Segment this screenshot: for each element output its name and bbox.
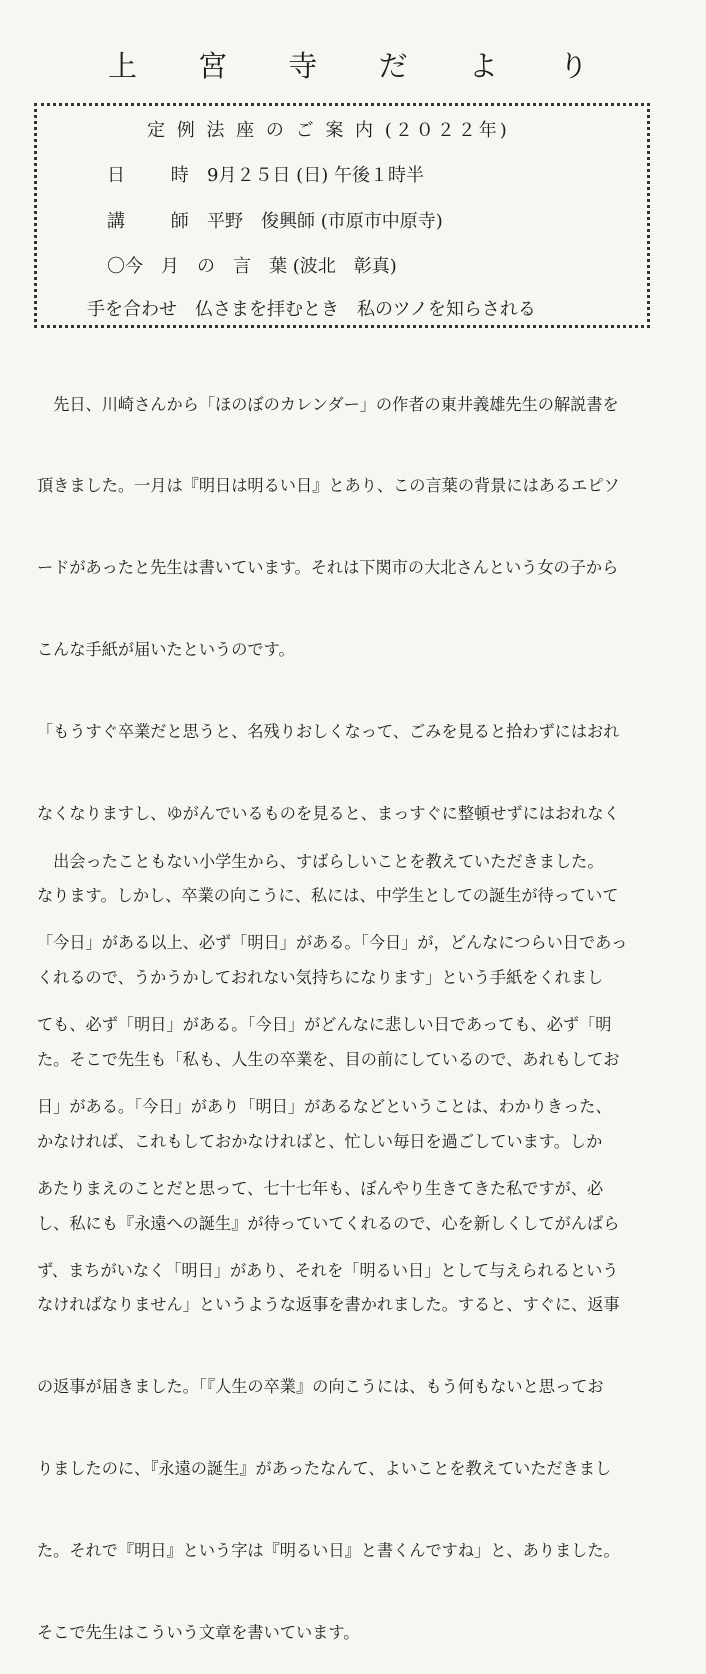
paragraph-2 [37,793,677,1312]
text-line: くれるので、うかうかしておれない気持ちになります」という手紙をくれまし [37,967,604,987]
page-title: 上 宮 寺 だ よ り [107,49,615,83]
text-line: ず、まちがいなく「明日」があり、それを「明るい日」として与えられるという [37,1261,619,1281]
date-row [107,161,424,187]
text-line: 出会ったこともない小学生から、すばらしいことを教えていただきました。 [37,851,604,871]
lecturer-value: 平野 俊興師 (市原市中原寺) [207,211,443,232]
text-line: 先日、川崎さんから「ほのぼのカレンダー」の作者の東井義雄先生の解説書を [37,394,619,414]
notice-box [34,103,650,328]
text-line: 「今日」がある以上、必ず「明日」がある。「今日」が，どんなにつらい日であっ [37,933,628,953]
text-line: た。そこで先生も「私も、人生の卒業を、目の前にしているので、あれもしてお [37,1049,620,1069]
text-line: なくなりますし、ゆがんでいるものを見ると、まっすぐに整頓せずにはおれなく [37,804,620,824]
notice-heading: 定 例 法 座 の ご 案 内 (２０２２年) [147,120,510,141]
text-line: の返事が届きました。「『人生の卒業』の向こうには、もう何もないと思ってお [37,1377,604,1397]
monthly-phrase: 手を合わせ 仏さまを拝むとき 私のツノを知らされる [87,299,536,320]
text-line: かなければ、これもしておかなければと、忙しい毎日を過ごしています。しか [37,1131,603,1151]
text-line: し、私にも『永遠への誕生』が待っていてくれるので、心を新しくしてがんばら [37,1213,620,1233]
text-line: なければなりません」というような返事を書かれました。すると、すぐに、返事 [37,1295,620,1315]
text-line: あたりまえのことだと思って、七十七年も、ぼんやり生きてきた私ですが、必 [37,1179,604,1199]
text-line: りましたのに、『永遠の誕生』があったなんて、よいことを教えていただきまし [37,1459,612,1479]
lecturer-label: 講 師 [107,211,209,232]
text-line: そこで先生はこういう文章を書いています。 [37,1622,360,1642]
monthly-word-label: 〇今 月 の 言 葉 (波北 彰真) [107,256,397,277]
text-line: こんな手紙が届いたというのです。 [37,640,295,660]
text-line: た。それで『明日』という字は『明るい日』と書くんですね」と、ありました。 [37,1541,620,1561]
lecturer-row [107,207,443,233]
text-line: ードがあったと先生は書いています。それは下関市の大北さんという女の子から [37,558,619,578]
text-line: 「もうすぐ卒業だと思うと、名残りおしくなって、ごみを見ると拾わずにはおれ [37,722,620,742]
text-line: 頂きました。一月は『明日は明るい日』とあり、この言葉の背景にはあるエピソ [37,476,620,496]
date-value: 9月２５日 (日) 午後１時半 [207,165,424,186]
text-line: なります。しかし、卒業の向こうに、私には、中学生としての誕生が待っていて [37,885,619,905]
text-line: 日」がある。「今日」があり「明日」があるなどということは、わかりきった、 [37,1097,612,1117]
date-label: 日 時 [107,165,209,186]
text-line: ても、必ず「明日」がある。「今日」がどんなに悲しい日であっても、必ず「明 [37,1015,612,1035]
